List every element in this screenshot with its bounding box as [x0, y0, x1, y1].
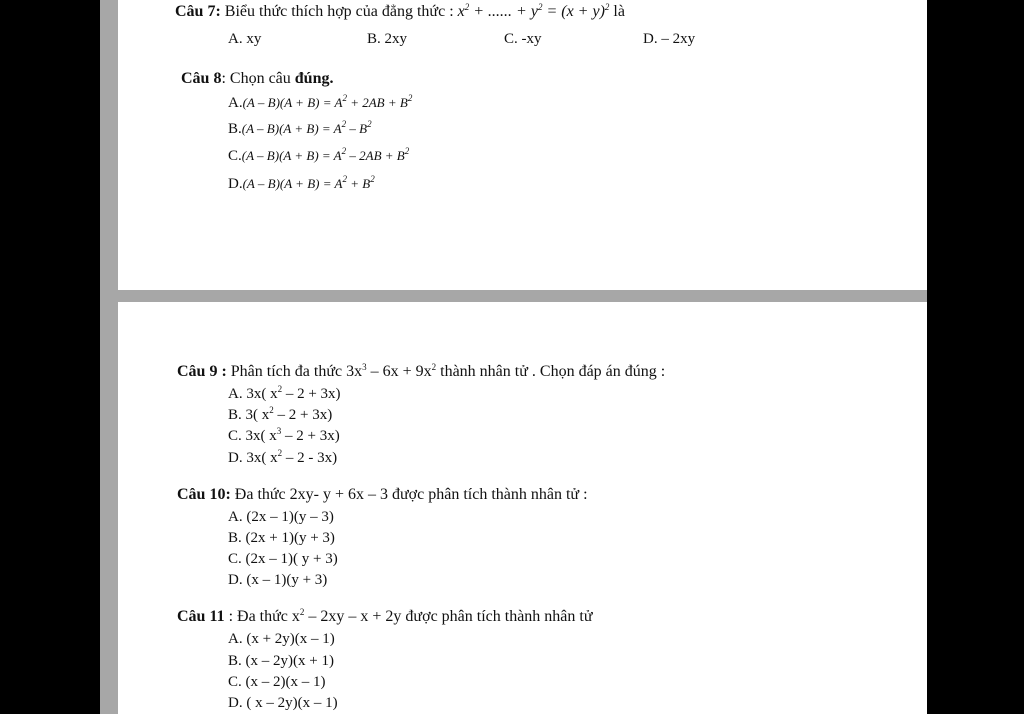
q9-b-text-1: B. 3( x	[228, 407, 270, 423]
q9-text-a: Phân tích đa thức 3x	[226, 363, 363, 380]
q7-sup-2: 2	[537, 2, 543, 12]
q9-d-text-2: – 2 - 3x)	[282, 450, 338, 466]
q10-option-b: B. (2x + 1)(y + 3)	[228, 530, 335, 546]
q7-option-a: A. xy	[228, 31, 262, 47]
q11-text-b: – 2xy – x + 2y được phân tích thành nhân tử	[304, 608, 593, 625]
q10-option-d: D. (x – 1)(y + 3)	[228, 572, 328, 588]
q8-c-text-2: – 2AB + B	[346, 148, 405, 163]
q8-a-sup-1: 2	[342, 93, 347, 103]
q9-sup-1: 3	[362, 362, 367, 372]
q9-a-sup: 2	[277, 384, 283, 394]
q7-option-d: D. – 2xy	[643, 31, 696, 47]
q9-a-text-1: A. 3x( x	[228, 386, 278, 402]
q9-option-c	[228, 428, 340, 445]
q8-a-label: A.	[228, 95, 243, 111]
q9-b-text-2: – 2 + 3x)	[273, 407, 333, 423]
q7-tail: là	[609, 3, 625, 20]
q8-d-text-1: (A – B)(A + B) = A	[242, 176, 343, 191]
q8-option-b	[228, 121, 372, 138]
q11-option-c: C. (x – 2)(x – 1)	[228, 674, 326, 690]
q11-sup: 2	[299, 607, 305, 617]
q7-sup-1: 2	[464, 2, 470, 12]
q9-option-d	[228, 450, 337, 467]
q8-b-text-2: – B	[346, 121, 368, 136]
q7-formula-b: + ...... + y	[469, 3, 538, 20]
question-7	[175, 3, 625, 21]
q8-a-text-1: (A – B)(A + B) = A	[242, 95, 343, 110]
q9-b-sup: 2	[269, 405, 274, 415]
q8-a-sup-2: 2	[407, 93, 413, 103]
q8-c-text-1: (A – B)(A + B) = A	[241, 148, 342, 163]
q11-option-d: D. ( x – 2y)(x – 1)	[228, 695, 338, 711]
q8-c-label: C.	[228, 148, 242, 164]
q7-formula-c: = (x + y)	[542, 3, 605, 20]
q9-d-sup: 2	[277, 448, 283, 458]
q9-label: Câu 9 :	[177, 363, 227, 380]
q9-option-b	[228, 407, 332, 424]
q9-sup-2: 2	[431, 362, 437, 372]
document-page-2	[118, 302, 927, 714]
q9-text-c: thành nhân tử . Chọn đáp án đúng :	[436, 363, 666, 380]
q11-label: Câu 11	[177, 608, 225, 625]
q8-text: : Chọn câu	[221, 70, 295, 87]
q9-text-b: – 6x + 9x	[366, 363, 432, 380]
q11-text-a: : Đa thức x	[224, 608, 300, 625]
q8-d-sup-2: 2	[370, 174, 375, 184]
q9-option-a	[228, 386, 341, 403]
question-9	[177, 363, 665, 381]
q9-c-text-2: – 2 + 3x)	[281, 428, 340, 444]
q8-b-text-1: (A – B)(A + B) = A	[241, 121, 342, 136]
q7-option-c: C. -xy	[504, 31, 542, 47]
q7-option-b: B. 2xy	[367, 31, 408, 47]
question-10	[177, 486, 588, 504]
q8-a-text-2: + 2AB + B	[346, 95, 408, 110]
q11-option-a: A. (x + 2y)(x – 1)	[228, 631, 335, 647]
q8-d-label: D.	[228, 176, 243, 192]
q8-option-c	[228, 148, 409, 165]
q9-c-text-1: C. 3x( x	[228, 428, 277, 444]
q9-d-text-1: D. 3x( x	[228, 450, 278, 466]
q7-text: Biểu thức thích hợp của đẳng thức :	[224, 3, 454, 20]
q8-c-sup-1: 2	[341, 146, 347, 156]
q7-formula-a: x	[457, 3, 465, 20]
document-page-1	[118, 0, 927, 290]
q7-sup-3: 2	[604, 2, 610, 12]
q8-b-sup-1: 2	[341, 119, 347, 129]
q8-option-a	[228, 95, 412, 112]
q8-b-label: B.	[228, 121, 242, 137]
q8-label: Câu 8	[181, 70, 222, 87]
q8-emph: đúng.	[294, 70, 334, 87]
q8-b-sup-2: 2	[367, 119, 372, 129]
q10-option-a: A. (2x – 1)(y – 3)	[228, 509, 334, 525]
q9-c-sup: 3	[276, 426, 282, 436]
q10-label: Câu 10:	[177, 486, 231, 503]
q8-c-sup-2: 2	[404, 146, 410, 156]
q7-label: Câu 7:	[175, 3, 221, 20]
q9-a-text-2: – 2 + 3x)	[282, 386, 341, 402]
question-8	[181, 70, 333, 88]
question-11	[177, 608, 593, 626]
q8-option-d	[228, 176, 375, 193]
q8-d-sup-1: 2	[342, 174, 347, 184]
q10-option-c: C. (2x – 1)( y + 3)	[228, 551, 338, 567]
q10-text: Đa thức 2xy- y + 6x – 3 được phân tích thành nhân tử :	[230, 486, 588, 503]
q11-option-b: B. (x – 2y)(x + 1)	[228, 653, 334, 669]
q8-d-text-2: + B	[346, 176, 371, 191]
